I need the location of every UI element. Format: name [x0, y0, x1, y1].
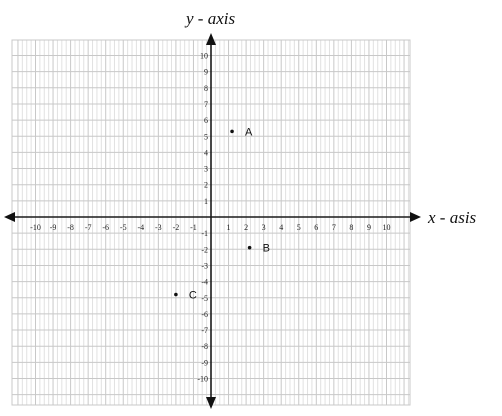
x-tick-label: 7 [331, 223, 336, 232]
x-tick-label: -8 [67, 223, 74, 232]
x-tick-label: 10 [382, 223, 391, 232]
x-tick-label: 9 [366, 223, 371, 232]
y-tick-label: -6 [201, 309, 208, 319]
x-tick-label: 1 [226, 223, 231, 232]
y-tick-label: 4 [204, 148, 208, 158]
y-tick-label: 5 [204, 132, 208, 142]
x-tick-label: 3 [261, 223, 266, 232]
x-tick-label: 4 [279, 223, 284, 232]
point-label-a: A [245, 126, 253, 139]
y-tick-label: 3 [204, 164, 208, 174]
x-tick-label: -5 [119, 223, 127, 232]
y-tick-label: 9 [204, 67, 208, 77]
y-tick-label: -9 [201, 358, 208, 368]
x-tick-label: -1 [190, 223, 197, 232]
y-axis-arrow-up [206, 33, 216, 45]
y-tick-label: -4 [201, 277, 208, 287]
x-tick-label: -4 [137, 223, 145, 232]
y-tick-label: 10 [200, 51, 208, 61]
y-axis-title: y - axis [186, 9, 236, 28]
y-tick-label: 7 [204, 99, 208, 109]
y-tick-label: -5 [201, 293, 208, 303]
y-tick-label: 6 [204, 116, 208, 126]
point-b [248, 246, 252, 250]
y-tick-label: -8 [201, 342, 208, 352]
x-tick-label: 2 [244, 223, 249, 232]
x-tick-label: -7 [84, 223, 92, 232]
y-axis-arrow-down [206, 397, 216, 409]
point-label-c: C [188, 289, 197, 302]
y-tick-label: 8 [204, 83, 208, 93]
x-axis-title: x - asis [428, 208, 477, 227]
point-label-b: B [262, 242, 270, 255]
x-tick-label: -2 [172, 223, 180, 232]
y-tick-label: -7 [201, 326, 208, 336]
y-tick-label: -2 [201, 245, 208, 255]
x-tick-label: -10 [30, 223, 41, 232]
x-tick-label: 5 [296, 223, 301, 232]
x-tick-label: -9 [49, 223, 57, 232]
point-a [230, 130, 234, 134]
x-tick-label: 6 [314, 223, 319, 232]
point-c [174, 293, 178, 297]
x-axis-arrow-left [4, 212, 15, 222]
y-tick-label: -3 [201, 261, 208, 271]
y-tick-label: 2 [204, 180, 208, 190]
y-tick-label: 1 [204, 196, 208, 206]
y-tick-label: -1 [201, 229, 208, 239]
x-tick-label: 8 [349, 223, 354, 232]
x-tick-label: -6 [102, 223, 110, 232]
x-axis-arrow-right [410, 212, 421, 222]
y-tick-label: -10 [197, 374, 208, 384]
x-tick-label: -3 [155, 223, 162, 232]
